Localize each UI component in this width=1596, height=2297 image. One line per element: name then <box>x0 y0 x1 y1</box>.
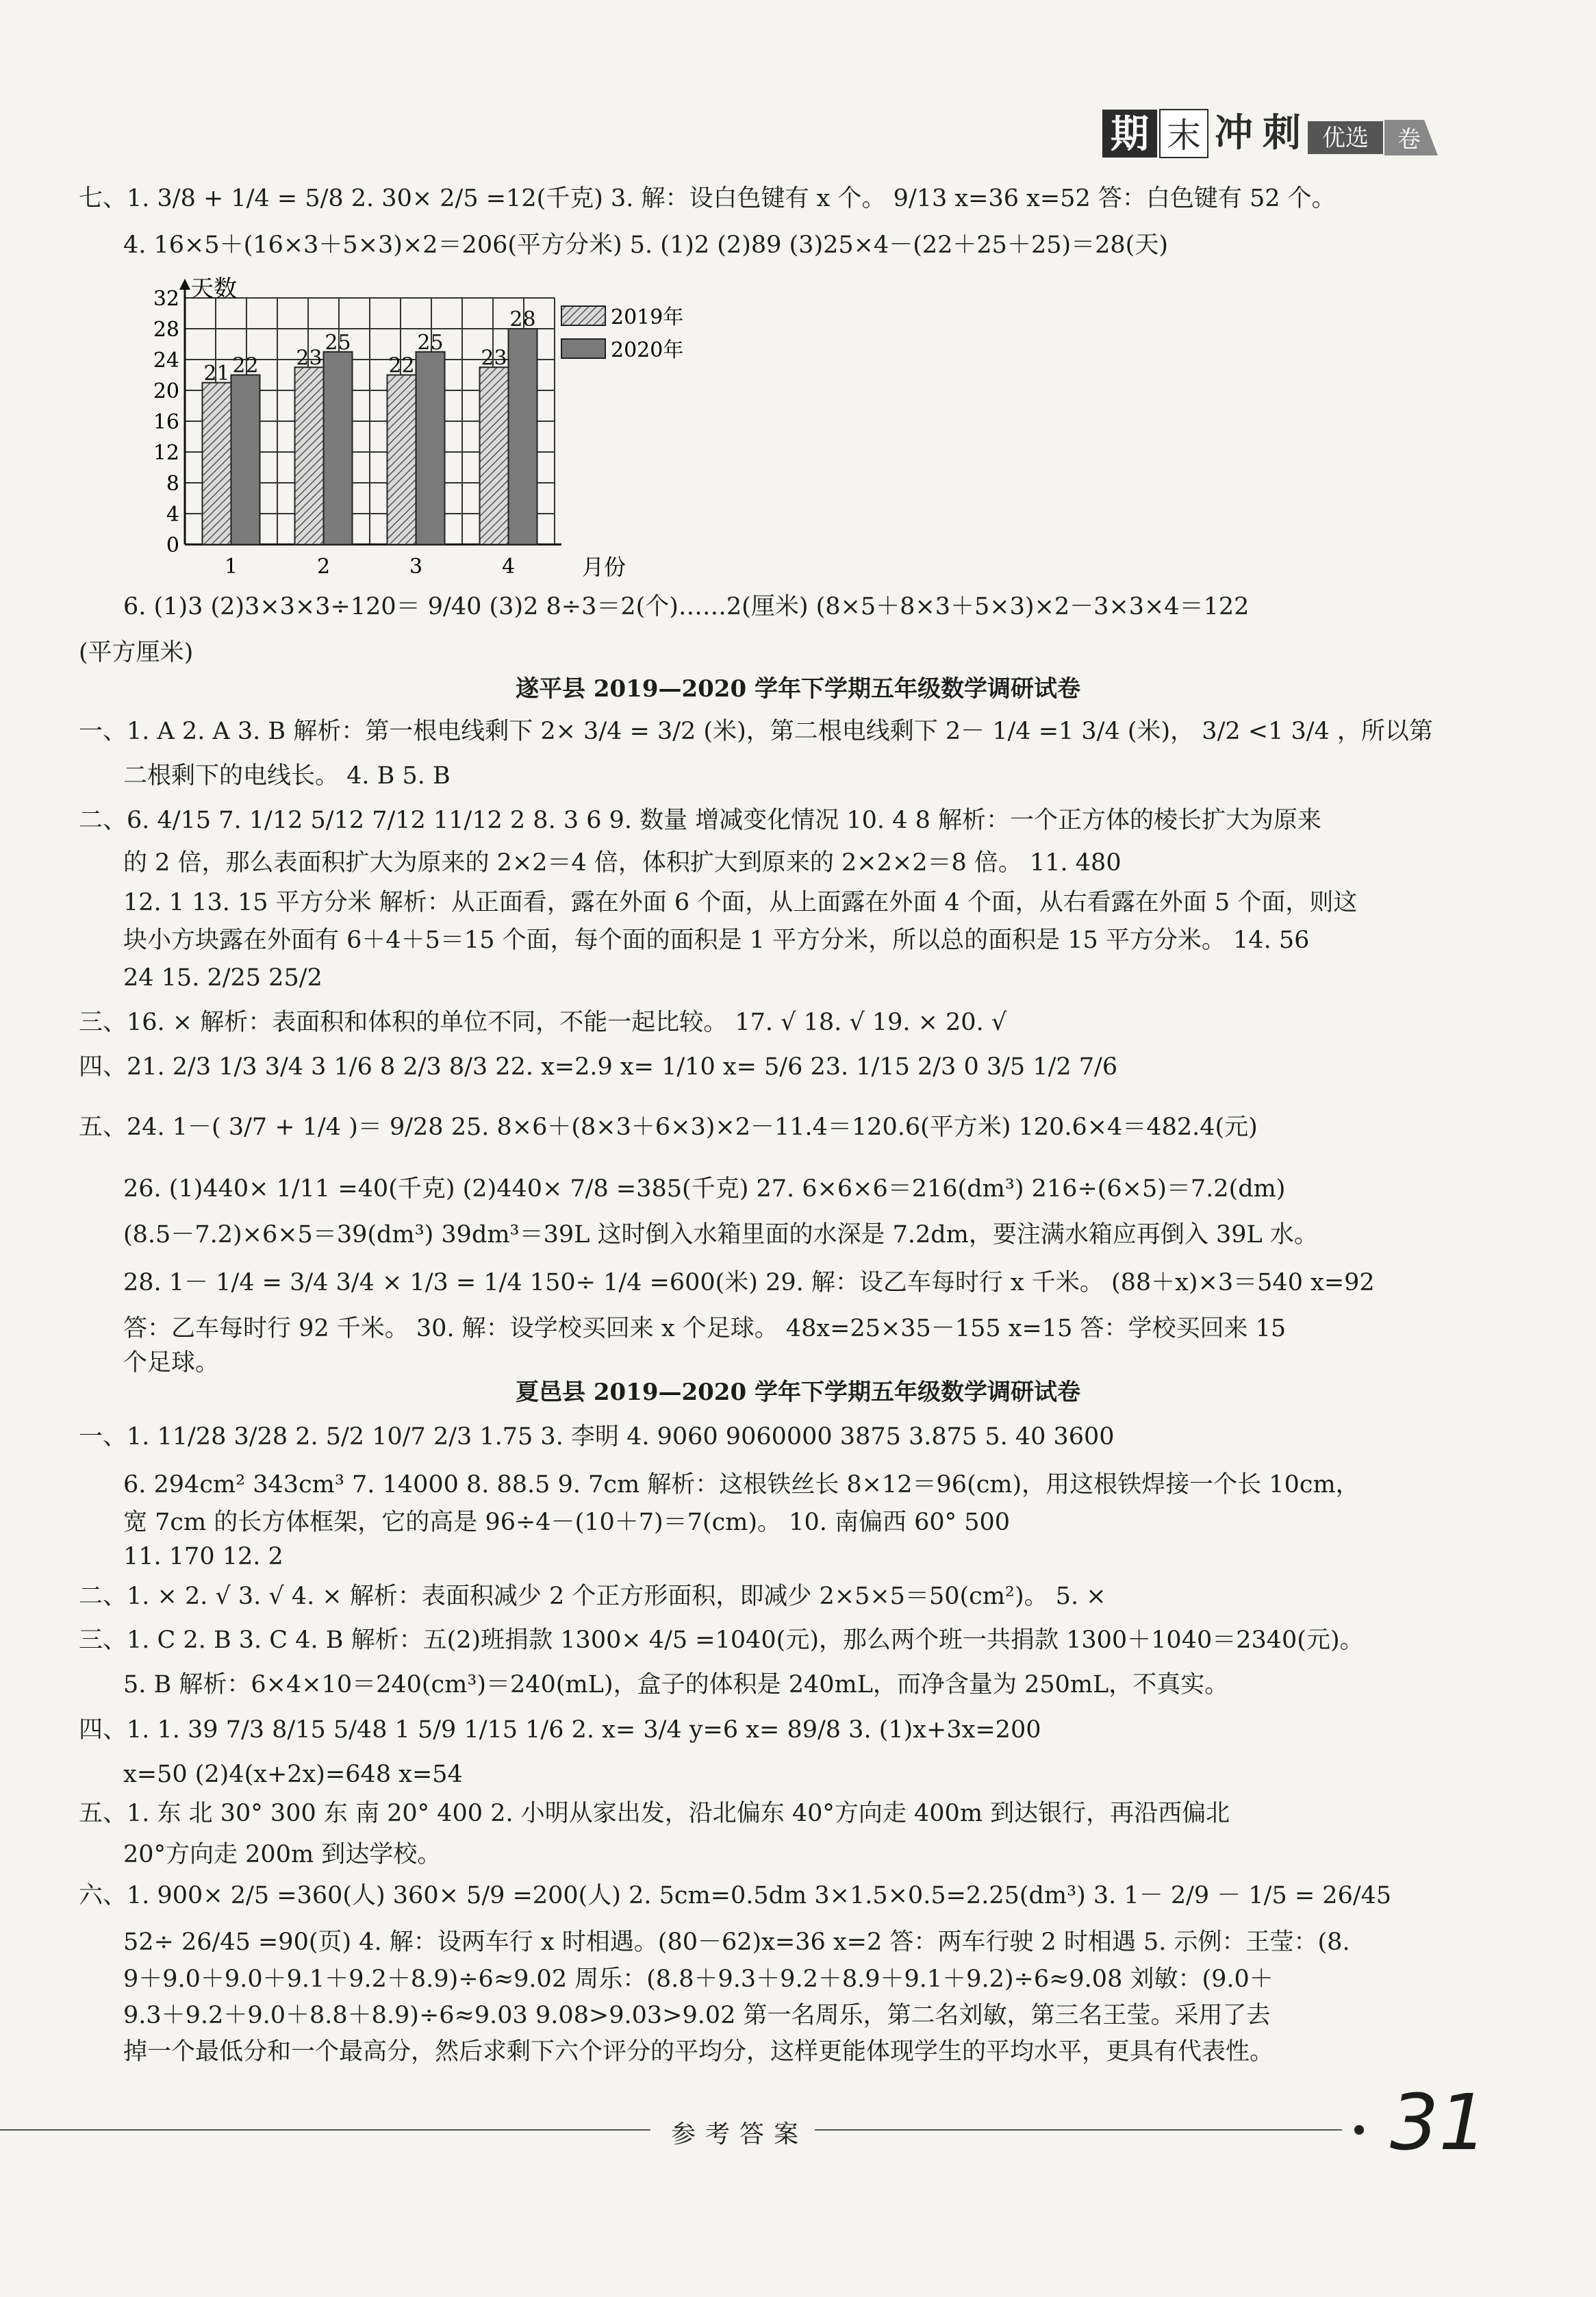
answer-line: 二、1. × 2. √ 3. √ 4. × 解析：表面积减少 2 个正方形面积，即减少 2×5×5＝50(cm²)。 5. × <box>79 1583 1106 1610</box>
bar-value-label: 25 <box>417 330 444 355</box>
legend-swatch <box>561 306 605 325</box>
brand-char-5: 优选 <box>1322 125 1369 152</box>
footer-label: 参考答案 <box>671 2120 809 2148</box>
answer-line: 的 2 倍，那么表面积扩大为原来的 2×2＝4 倍，体积扩大到原来的 2×2×2＝8 倍。 11. 480 <box>123 849 1122 877</box>
bar-value-label: 21 <box>203 361 230 386</box>
y-axis-arrow-icon <box>179 279 190 290</box>
bar-2019年-1 <box>203 383 231 544</box>
answer-line: 三、16. × 解析：表面积和体积的单位不同，不能一起比较。 17. √ 18. √ 19. × 20. √ <box>79 1009 1007 1036</box>
answer-line: 三、1. C 2. B 3. C 4. B 解析：五(2)班捐款 1300× 4/5 =1040(元)，那么两个班一共捐款 1300＋1040＝2340(元)。 <box>79 1627 1364 1654</box>
brand-char-2: 末 <box>1167 116 1201 155</box>
legend-label: 2020年 <box>611 338 684 362</box>
answer-line: 四、1. 1. 39 7/3 8/15 5/48 1 5/9 1/15 1/6 2. x= 3/4 y=6 x= 89/8 3. (1)x+3x=200 <box>79 1716 1041 1744</box>
chart-ylabel: 天数 <box>190 275 237 303</box>
brand-char-6: 卷 <box>1397 126 1421 153</box>
y-tick-label: 28 <box>153 318 179 342</box>
answer-line: 4. 16×5＋(16×3＋5×3)×2＝206(平方分米) 5. (1)2 (2)89 (3)25×4－(22＋25＋25)＝28(天) <box>123 231 1168 259</box>
answer-line: (平方厘米) <box>79 639 194 666</box>
answer-line: 12. 1 13. 15 平方分米 解析：从正面看，露在外面 6 个面，从上面露在外面 4 个面，从右看露在外面 5 个面，则这 <box>123 889 1358 916</box>
chart-legend <box>561 305 683 362</box>
legend-swatch <box>561 339 605 358</box>
answer-line: 个足球。 <box>123 1349 220 1377</box>
answer-line: 9＋9.0＋9.0＋9.1＋9.2＋8.9)÷6≈9.02 周乐：(8.8＋9.3＋9.2＋8.9＋9.1＋9.2)÷6≈9.08 刘敏：(9.0＋ <box>123 1966 1274 1993</box>
bar-2020年-4 <box>509 329 537 544</box>
answer-line: (8.5－7.2)×6×5＝39(dm³) 39dm³＝39L 这时倒入水箱里面的水深是 7.2dm，要注满水箱应再倒入 39L 水。 <box>123 1221 1318 1248</box>
answer-line: 6. (1)3 (2)3×3×3÷120＝ 9/40 (3)2 8÷3＝2(个)……2(厘米) (8×5＋8×3＋5×3)×2－3×3×4＝122 <box>123 593 1250 620</box>
y-tick-label: 24 <box>153 349 179 373</box>
answer-line: 宽 7cm 的长方体框架，它的高是 96÷4－(10＋7)＝7(cm)。 10. 南偏西 60° 500 <box>123 1509 1011 1536</box>
y-tick-label: 0 <box>166 534 179 557</box>
answer-line: 七、1. 3/8 + 1/4 = 5/8 2. 30× 2/5 =12(千克) 3. 解：设白色键有 x 个。 9/13 x=36 x=52 答：白色键有 52 个。 <box>79 185 1336 212</box>
answer-line: 24 15. 2/25 25/2 <box>123 964 322 992</box>
bar-value-label: 23 <box>296 346 322 371</box>
x-tick-label: 4 <box>501 555 516 579</box>
answer-line: 28. 1－ 1/4 = 3/4 3/4 × 1/3 = 1/4 150÷ 1/4 =600(米) 29. 解：设乙车每时行 x 千米。 (88＋x)×3＝540 x=92 <box>123 1269 1375 1296</box>
answer-line: 9.3＋9.2＋9.0＋8.8＋8.9)÷6≈9.03 9.08>9.03>9.02 第一名周乐，第二名刘敏，第三名王莹。采用了去 <box>123 2002 1271 2029</box>
brand-char-1: 期 <box>1111 112 1149 157</box>
answer-line: 11. 170 12. 2 <box>123 1543 283 1570</box>
answer-line: 一、1. 11/28 3/28 2. 5/2 10/7 2/3 1.75 3. 李明 4. 9060 9060000 3875 3.875 5. 40 3600 <box>79 1423 1115 1451</box>
brand-char-3: 冲 <box>1215 110 1253 155</box>
bar-2019年-3 <box>388 375 416 545</box>
answer-line: 26. (1)440× 1/11 =40(千克) (2)440× 7/8 =385(千克) 27. 6×6×6＝216(dm³) 216÷(6×5)＝7.2(dm) <box>123 1175 1286 1203</box>
x-tick-label: 3 <box>409 555 423 579</box>
x-tick-label: 2 <box>316 555 331 579</box>
bar-2019年-2 <box>295 367 324 544</box>
answer-line: 四、21. 2/3 1/3 3/4 3 1/6 8 2/3 8/3 22. x=2.9 x= 1/10 x= 5/6 23. 1/15 2/3 0 3/5 1/2 7/6 <box>79 1053 1118 1081</box>
y-tick-label: 16 <box>153 410 179 434</box>
bar-2020年-2 <box>324 352 353 544</box>
answer-line: 五、1. 东 北 30° 300 东 南 20° 400 2. 小明从家出发，沿北偏东 40°方向走 400m 到达银行，再沿西偏北 <box>79 1800 1230 1827</box>
answer-line: 二、6. 4/15 7. 1/12 5/12 7/12 11/12 2 8. 3 6 9. 数量 增减变化情况 10. 4 8 解析：一个正方体的棱长扩大为原来 <box>79 807 1321 834</box>
answer-line: 5. B 解析：6×4×10＝240(cm³)＝240(mL)，盒子的体积是 240mL，而净含量为 250mL，不真实。 <box>123 1671 1229 1698</box>
legend-label: 2019年 <box>611 305 684 329</box>
bar-2019年-4 <box>480 367 509 544</box>
bar-value-label: 22 <box>232 353 259 378</box>
answer-line: 6. 294cm² 343cm³ 7. 14000 8. 88.5 9. 7cm 解析：这根铁丝长 8×12＝96(cm)，用这根铁焊接一个长 10cm， <box>123 1471 1360 1498</box>
page-number: 31 <box>1390 2079 1488 2168</box>
bar-value-label: 22 <box>388 353 415 378</box>
bar-value-label: 25 <box>325 330 351 355</box>
answer-line: 一、1. A 2. A 3. B 解析：第一根电线剩下 2× 3/4 = 3/2 (米)，第二根电线剩下 2－ 1/4 =1 3/4 (米)， 3/2 <1 3/4 ，所以第 <box>79 718 1433 745</box>
bar-2020年-3 <box>416 352 445 544</box>
brand-char-4: 刺 <box>1263 110 1301 155</box>
answer-line: 二根剩下的电线长。 4. B 5. B <box>123 762 451 790</box>
y-tick-label: 20 <box>153 379 179 403</box>
bar-value-label: 28 <box>509 307 536 331</box>
y-tick-label: 32 <box>153 287 179 311</box>
answer-line: 六、1. 900× 2/5 =360(人) 360× 5/9 =200(人) 2. 5cm=0.5dm 3×1.5×0.5=2.25(dm³) 3. 1－ 2/9 － 1/5 = 26/45 <box>79 1882 1392 1909</box>
bar-value-label: 23 <box>481 346 507 371</box>
answer-line: x=50 (2)4(x+2x)=648 x=54 <box>123 1761 463 1788</box>
answer-line: 块小方块露在外面有 6＋4＋5＝15 个面，每个面的面积是 1 平方分米，所以总的面积是 15 平方分米。 14. 56 <box>123 927 1310 954</box>
x-tick-label: 1 <box>224 555 238 579</box>
y-tick-label: 8 <box>166 472 179 496</box>
answer-line: 掉一个最低分和一个最高分，然后求剩下六个评分的平均分，这样更能体现学生的平均水平，更具有代表性。 <box>123 2038 1274 2066</box>
days-bar-chart <box>151 264 684 580</box>
chart-xlabel: 月份 <box>582 554 626 580</box>
section-heading: 夏邑县 2019—2020 学年下学期五年级数学调研试卷 <box>516 1379 1080 1406</box>
brand-logo <box>1102 106 1445 161</box>
answer-line: 20°方向走 200m 到达学校。 <box>123 1841 442 1868</box>
section-heading: 遂平县 2019—2020 学年下学期五年级数学调研试卷 <box>516 675 1080 703</box>
y-tick-label: 4 <box>166 503 179 527</box>
answer-line: 五、24. 1－( 3/7 + 1/4 )＝ 9/28 25. 8×6＋(8×3＋6×3)×2－11.4＝120.6(平方米) 120.6×4＝482.4(元) <box>79 1114 1258 1141</box>
answer-line: 答：乙车每时行 92 千米。 30. 解：设学校买回来 x 个足球。 48x=25×35－155 x=15 答：学校买回来 15 <box>123 1315 1287 1342</box>
answer-line: 52÷ 26/45 =90(页) 4. 解：设两车行 x 时相遇。(80－62)x=36 x=2 答：两车行驶 2 时相遇 5. 示例：王莹：(8. <box>123 1929 1350 1956</box>
y-tick-label: 12 <box>153 441 179 465</box>
bar-2020年-1 <box>231 375 260 545</box>
